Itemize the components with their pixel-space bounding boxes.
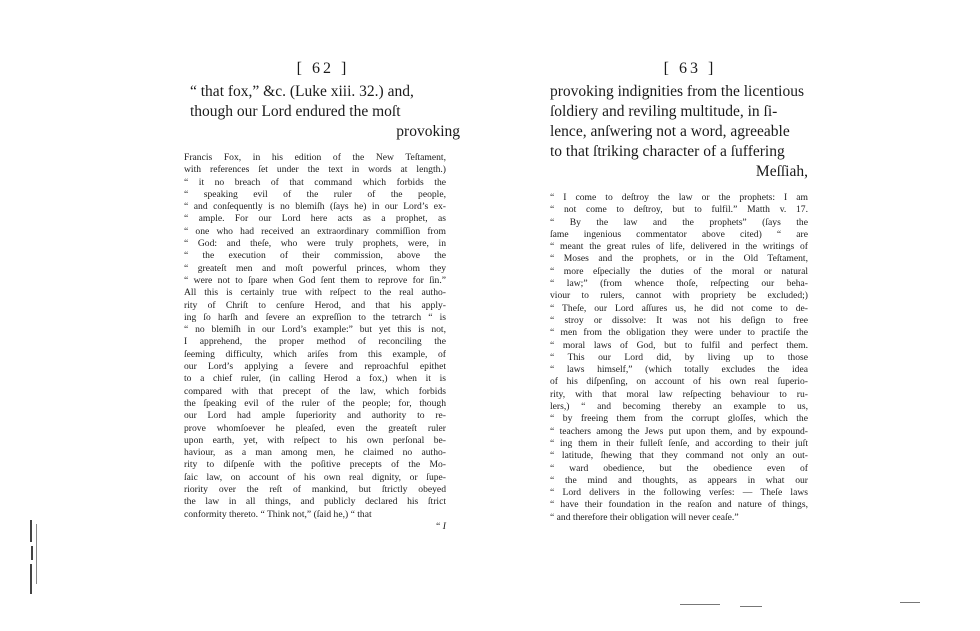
- footnote-line: prove whomſoever he pleaſed, even the greateſt ruler: [184, 422, 446, 434]
- right-page: [540, 0, 840, 631]
- footnote-line: riority over the reſt of mankind, but ſtrictly obeyed: [184, 484, 446, 496]
- footnote-line: “ ample. For our Lord here acts as a prophet, as: [184, 213, 446, 225]
- footnote-line: “ one who had received an extraordinary commiſſion from: [184, 225, 446, 237]
- footnote-line: “ the mind and thoughts, as appears in what our: [550, 474, 808, 486]
- main-text: [540, 82, 808, 182]
- footnote-line: “ by freeing them from the corrupt gloſſes, which the: [550, 413, 808, 425]
- footnote-line: conformity thereto. “ Think not,” (ſaid he,) “ that: [184, 508, 372, 520]
- footnote-line: “ men from the obligation they were under to practiſe the: [550, 327, 808, 339]
- footnote-line: of his diſpenſing, on account of his own real ſuperio-: [550, 376, 808, 388]
- main-text-line: “ that fox,” &c. (Luke xiii. 32.) and,: [190, 83, 414, 100]
- footnote-line: our Lord had ample ſuperiority and authority to re-: [184, 410, 446, 422]
- footnote-line: “ Theſe, our Lord aſſures us, he did not come to de-: [550, 302, 808, 314]
- footnote-line: “ moral laws of God, but to fulfil and perfect them.: [550, 339, 808, 351]
- footnote-block: [160, 152, 446, 521]
- footnote-line: viour to rulers, cannot with propriety be excluded;): [550, 290, 808, 302]
- footnote-line: “ law;” (from whence thoſe, reſpecting our beha-: [550, 278, 808, 290]
- main-text-line: to that ſtriking character of a ſuffering: [550, 143, 785, 160]
- footnote-line: “ latitude, ſhewing that they command not only an out-: [550, 450, 808, 462]
- footnote-line: “ more eſpecially the duties of the moral or natural: [550, 265, 808, 277]
- footnote-line: “ greateſt men and moſt powerful princes, whom they: [184, 262, 446, 274]
- footnote-line: “ meant the great rules of life, delivered in the writings of: [550, 241, 808, 253]
- footnote-line: “ no blemiſh in our Lord’s example:” but yet this is not,: [184, 324, 446, 336]
- footnote-line: lers,) “ and becoming thereby an example to us,: [550, 401, 808, 413]
- footnote-line: “ This our Lord did, by living up to those: [550, 351, 808, 363]
- footnote-line: “ it no breach of that command which forbids the: [184, 176, 446, 188]
- footnote-line: “ the execution of their commission, above the: [184, 250, 446, 262]
- footnote-line: “ Lord delivers in the following verſes: — Theſe laws: [550, 487, 808, 499]
- page-number: [ 63 ]: [663, 60, 717, 77]
- main-text-line: Meſſiah,: [755, 163, 808, 180]
- footnote-line: “ By the law and the prophets” (ſays the: [550, 216, 808, 228]
- left-page: [160, 0, 460, 631]
- footnote-line: “ God: and theſe, who were truly prophets, were, in: [184, 238, 446, 250]
- footnote-line: “ I come to deſtroy the law or the prophets: I am: [550, 192, 808, 203]
- footnote-line: to a chief ruler, (in calling Herod a fox,) when it is: [184, 373, 446, 385]
- footnote-line: “ Moses and the prophets, or in the Old Teſtament,: [550, 253, 808, 265]
- catchword: “ I: [435, 520, 446, 532]
- footnote-line: “ teachers among the Jews put upon them, and by expound-: [550, 425, 808, 437]
- footnote-line: “ and therefore their obligation will never ceaſe.”: [550, 511, 739, 523]
- footnote-line: “ speaking evil of the ruler of the people,: [184, 188, 446, 200]
- footnote-line: compared with that precept of the law, which forbids: [184, 385, 446, 397]
- page-number: [ 62 ]: [296, 60, 350, 77]
- footnote-line: Francis Fox, in his edition of the New Teſtament,: [184, 152, 446, 163]
- footnote-line: the ſpeaking evil of the ruler of the people; for, though: [184, 397, 446, 409]
- footnote-block: [540, 192, 808, 524]
- footnote-line: “ and conſequently is no blemiſh (ſays he) in our Lord’s ex-: [184, 201, 446, 213]
- footnote-line: “ have their foundation in the reaſon and nature of things,: [550, 499, 808, 511]
- footnote-line: our Lord’s applying a ſevere and reproachful epithet: [184, 361, 446, 373]
- binding-edge-marks: [30, 520, 40, 610]
- main-text-line: provoking indignities from the licentious: [550, 83, 804, 100]
- footnote-line: I apprehend, the proper method of reconciling the: [184, 336, 446, 348]
- main-text-line: though our Lord endured the moſt: [190, 103, 401, 120]
- footnote-line: All this is certainly true with reſpect to the real autho-: [184, 287, 446, 299]
- main-text-line: provoking: [396, 123, 460, 140]
- footnote-line: “ not come to deſtroy, but to fulfil.” Matth v. 17.: [550, 204, 808, 216]
- main-text-line: ſoldiery and reviling multitude, in ſi-: [550, 103, 778, 120]
- footnote-line: “ ing them in their fulleſt ſenſe, and according to their juſt: [550, 437, 808, 449]
- footnote-line: “ stroy or dissolve: It was not his deſign to free: [550, 314, 808, 326]
- footnote-line: “ were not to ſpare when God ſent them to reprove for ſin.”: [184, 274, 446, 286]
- footnote-line: rity, with that moral law reſpecting behaviour to ru-: [550, 388, 808, 400]
- footnote-line: the law in all things, and publicly declared his ſtrict: [184, 496, 446, 508]
- footnote-line: haviour, as a man among men, he claimed no autho-: [184, 447, 446, 459]
- footnote-line: upon earth, yet, with reſpect to his own perſonal be-: [184, 434, 446, 446]
- footnote-line: rity to diſpenſe with the poſitive precepts of the Mo-: [184, 459, 446, 471]
- footnote-line: “ laws himself,” (which totally excludes the idea: [550, 364, 808, 376]
- footnote-line: ſaic law, on account of his own real dignity, or ſupe-: [184, 471, 446, 483]
- footnote-line: with references ſet under the text in words at length.): [184, 164, 446, 176]
- footnote-line: rity of Chriſt to cenſure Herod, and that his apply-: [184, 299, 446, 311]
- footnote-line: ing ſo harſh and ſevere an expreſſion to the tetrarch “ is: [184, 311, 446, 323]
- footnote-line: ſame ingenious commentator above cited) “ are: [550, 228, 808, 240]
- main-text-line: lence, anſwering not a word, agreeable: [550, 123, 790, 140]
- footnote-line: ſeeming difficulty, which ariſes from this example, of: [184, 348, 446, 360]
- main-text: [160, 82, 460, 142]
- page-smudge: [900, 602, 920, 603]
- footnote-line: “ ward obedience, but the obedience even of: [550, 462, 808, 474]
